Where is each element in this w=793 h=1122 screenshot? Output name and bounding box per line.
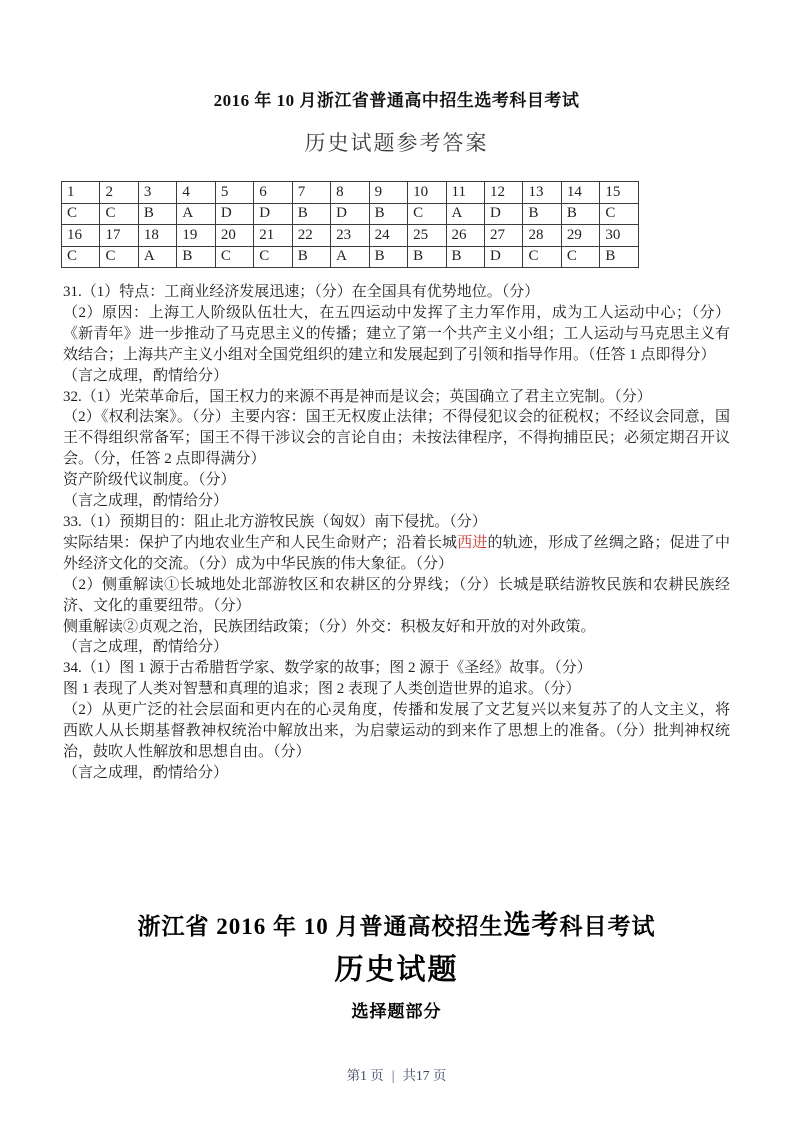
answer-table-row: [62, 182, 639, 204]
answer-text: （言之成理，酌情给分）: [63, 639, 229, 656]
answer-paragraph: [63, 679, 730, 700]
answer-table-cell: B: [369, 246, 407, 268]
answer-table-cell: 24: [369, 225, 407, 247]
answer-text: 的轨迹，形成了丝绸之路；促进了中外经济文化的交流。（分）成为中华民族的伟大象征。（分）: [63, 534, 730, 572]
answer-table-cell: 10: [408, 182, 446, 204]
answer-table-cell: 22: [292, 225, 330, 247]
answer-paragraphs: [63, 282, 730, 784]
answer-table-cell: C: [62, 203, 100, 225]
answer-table-cell: D: [254, 203, 292, 225]
answer-table-cell: 19: [177, 225, 215, 247]
answer-table-cell: 16: [62, 225, 100, 247]
answer-paragraph: [63, 491, 730, 512]
answer-table-cell: 25: [408, 225, 446, 247]
answer-text: 图 1 表现了人类对智慧和真理的追求；图 2 表现了人类创造世界的追求。（分）: [63, 681, 581, 698]
answer-table-cell: 8: [331, 182, 369, 204]
answer-table-cell: 21: [254, 225, 292, 247]
answer-table-cell: C: [408, 203, 446, 225]
exam-title: 2016 年 10 月浙江省普通高中招生选考科目考试: [213, 91, 580, 110]
highlighted-text: 西进: [457, 534, 488, 551]
answer-table-cell: 1: [62, 182, 100, 204]
answer-table-row: [62, 246, 639, 268]
answer-text: 侧重解读②贞观之治，民族团结政策；（分）外交：积极友好和开放的对外政策。: [63, 618, 596, 635]
answer-table-cell: B: [177, 246, 215, 268]
answer-table-cell: C: [600, 203, 639, 225]
answer-table-cell: 2: [100, 182, 138, 204]
footer-page-number: 第1 页: [346, 1068, 384, 1083]
second-paper-title-emphasis: 选考: [503, 910, 560, 940]
answer-table-cell: 6: [254, 182, 292, 204]
answer-table-cell: B: [600, 246, 639, 268]
answer-table-cell: 4: [177, 182, 215, 204]
answer-text: 资产阶级代议制度。（分）: [63, 472, 236, 489]
answer-text: （2）原因：上海工人阶级队伍壮大，在五四运动中发挥了主力军作用，成为工人运动中心；（分）《新青年》进一步推动了马克思主义的传播；建立了第一个共产主义小组；工人运动与马克思主义有效结合；上海共产主义小组对全国党组织的建立和发展起到了引领和指导作用。（任答 1 点即得分）: [63, 304, 730, 363]
answer-table-cell: B: [369, 203, 407, 225]
answer-paragraph: [63, 617, 730, 638]
answer-table-cell: B: [138, 203, 176, 225]
answer-text: （言之成理，酌情给分）: [63, 493, 229, 510]
second-paper-title-suffix: 科目考试: [559, 914, 656, 939]
answer-text: 实际结果：保护了内地农业生产和人民生命财产；沿着长城: [63, 534, 458, 551]
answer-table-cell: D: [484, 246, 522, 268]
answer-table-cell: D: [215, 203, 253, 225]
answer-paragraph: [63, 637, 730, 658]
answer-table-cell: C: [62, 246, 100, 268]
answer-table-cell: B: [292, 203, 330, 225]
answer-text: 33.（1）预期目的：阻止北方游牧民族（匈奴）南下侵扰。（分）: [63, 513, 487, 530]
answer-text: （言之成理，酌情给分）: [63, 764, 229, 781]
answer-table-cell: 26: [446, 225, 484, 247]
answer-table-cell: B: [561, 203, 599, 225]
footer-separator: |: [391, 1068, 395, 1083]
answer-table-cell: 14: [561, 182, 599, 204]
answer-table-cell: C: [254, 246, 292, 268]
footer-total-pages: 共17 页: [402, 1068, 447, 1083]
answer-table-cell: B: [446, 246, 484, 268]
answer-table-cell: 20: [215, 225, 253, 247]
answer-table-cell: 29: [561, 225, 599, 247]
second-paper-title: [0, 903, 793, 942]
answer-table-cell: 7: [292, 182, 330, 204]
answer-table-row: [62, 225, 639, 247]
answer-table-cell: B: [408, 246, 446, 268]
answer-table-cell: A: [331, 246, 369, 268]
answer-text: （2）侧重解读①长城地处北部游牧区和农耕区的分界线；（分）长城是联结游牧民族和农耕民族经济、文化的重要纽带。（分）: [63, 576, 730, 614]
answer-table-cell: 12: [484, 182, 522, 204]
answer-text: （2）从更广泛的社会层面和更内在的心灵角度，传播和发展了文艺复兴以来复苏了的人文主义，将西欧人从长期基督教神权统治中解放出来，为启蒙运动的到来作了思想上的准备。（分）批判神权统治，鼓吹人性解放和思想自由。（分）: [63, 702, 730, 760]
answer-table-cell: 5: [215, 182, 253, 204]
answer-table-cell: 18: [138, 225, 176, 247]
second-paper-section-label: 选择题部分: [351, 1002, 442, 1021]
answer-table-cell: C: [561, 246, 599, 268]
page-footer: [0, 1064, 793, 1084]
second-paper-subject: 历史试题: [334, 954, 459, 986]
answer-paragraph: [63, 575, 730, 617]
answer-table-cell: B: [292, 246, 330, 268]
answer-text: （言之成理，酌情给分）: [63, 367, 229, 384]
answer-paragraph: [63, 407, 730, 470]
answer-table-cell: A: [138, 246, 176, 268]
answer-key-subtitle: 历史试题参考答案: [304, 131, 489, 155]
answer-table-cell: C: [100, 246, 138, 268]
answer-table-cell: 27: [484, 225, 522, 247]
answer-text: （2）《权利法案》。（分）主要内容：国王无权废止法律；不得侵犯议会的征税权；不经议会同意，国王不得组织常备军；国王不得干涉议会的言论自由；未按法律程序，不得拘捕臣民；必须定期召开议会。（分，任答 2 点即得满分）: [63, 409, 730, 468]
answer-table-cell: 3: [138, 182, 176, 204]
answer-paragraph: [63, 470, 730, 491]
answer-text: 34.（1）图 1 源于古希腊哲学家、数学家的故事；图 2 源于《圣经》故事。（分）: [63, 660, 592, 677]
answer-paragraph: [63, 658, 730, 679]
answer-paragraph: [63, 512, 730, 533]
answer-table-cell: 23: [331, 225, 369, 247]
answer-table-cell: 30: [600, 225, 639, 247]
answer-table-cell: C: [100, 203, 138, 225]
answer-table-cell: C: [523, 246, 561, 268]
answer-paragraph: [63, 763, 730, 784]
answer-paragraph: [63, 282, 730, 303]
answer-paragraph: [63, 366, 730, 387]
answer-table-cell: 28: [523, 225, 561, 247]
answer-table-cell: D: [484, 203, 522, 225]
answer-table-cell: 11: [446, 182, 484, 204]
answer-table-row: [62, 203, 639, 225]
answer-paragraph: [63, 700, 730, 763]
answer-table-cell: D: [331, 203, 369, 225]
answer-paragraph: [63, 387, 730, 408]
answer-table-cell: A: [446, 203, 484, 225]
answer-table-cell: 13: [523, 182, 561, 204]
answer-table-cell: 9: [369, 182, 407, 204]
answer-paragraph: [63, 533, 730, 575]
answer-table-body: [62, 182, 639, 268]
answer-paragraph: [63, 303, 730, 366]
answer-text: 32.（1）光荣革命后，国王权力的来源不再是神而是议会；英国确立了君主立宪制。（分）: [63, 388, 652, 405]
answer-table-cell: 15: [600, 182, 639, 204]
answer-table-cell: C: [215, 246, 253, 268]
second-paper-title-prefix: 浙江省 2016 年 10 月普通高校招生: [137, 914, 504, 939]
answer-text: 31.（1）特点：工商业经济发展迅速；（分）在全国具有优势地位。（分）: [63, 284, 540, 300]
answer-table-cell: A: [177, 203, 215, 225]
answer-table-cell: 17: [100, 225, 138, 247]
answer-table-cell: B: [523, 203, 561, 225]
answer-key-table: [61, 181, 639, 268]
